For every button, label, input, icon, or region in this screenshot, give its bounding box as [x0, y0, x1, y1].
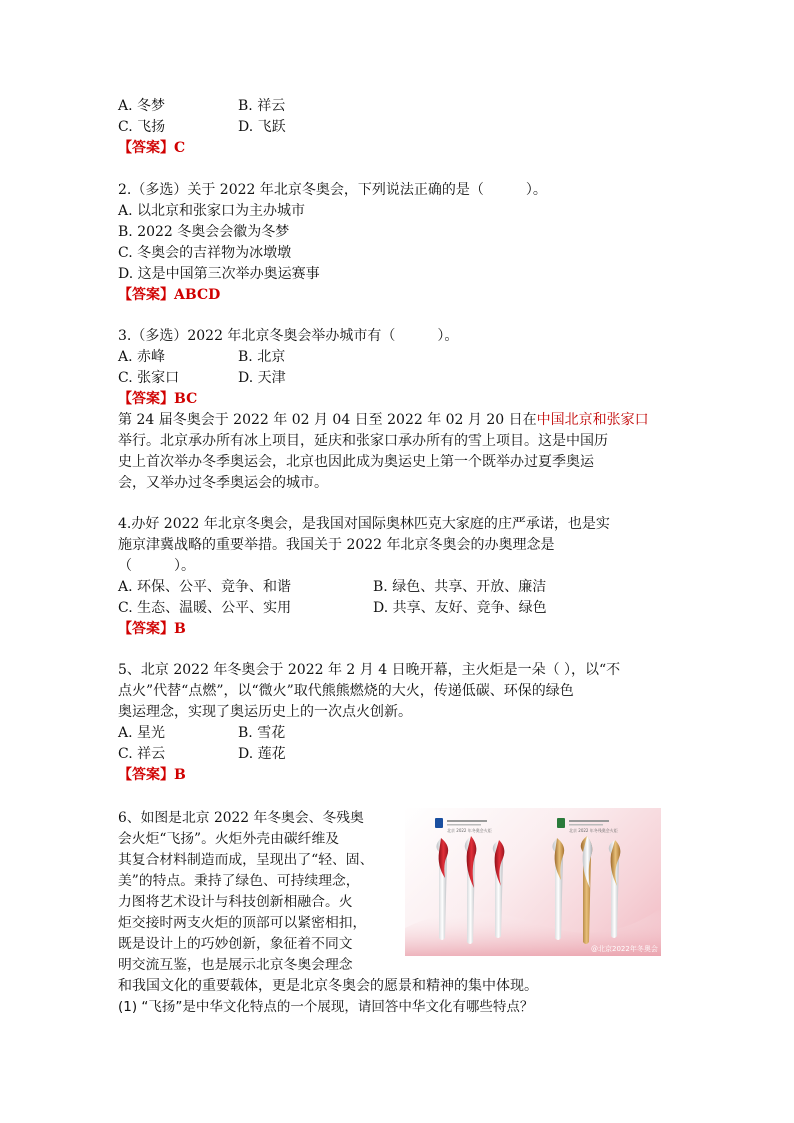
q3-stem: 3.（多选）2022 年北京冬奥会举办城市有（ ）。 — [118, 328, 459, 344]
q5-option-d: D. 莲花 — [238, 746, 286, 762]
q4-option-b: B. 绿色、共享、开放、廉洁 — [373, 579, 547, 595]
q5-option-b: B. 雪花 — [238, 725, 286, 741]
q6-line-6: 炬交接时两支火炬的顶部可以紧密相扣， — [118, 915, 367, 931]
q6-line-9: 和我国文化的重要载体，更是北京冬奥会的愿景和精神的集中体现。 — [118, 978, 538, 994]
q5-answer — [118, 765, 186, 785]
olympic-emblem-icon — [435, 818, 487, 828]
paralympic-torch-1 — [552, 838, 564, 940]
figure-caption-left: 北京 2022 年冬奥会火炬 — [447, 828, 492, 833]
q1-option-b: B. 祥云 — [238, 98, 286, 114]
q4-stem-line-3: （ ）。 — [118, 558, 195, 574]
q5-stem-line-3: 奥运理念，实现了奥运历史上的一次点火创新。 — [118, 704, 412, 720]
q2-answer — [118, 285, 220, 305]
answer-label: 【答案】 — [118, 287, 174, 303]
q3-option-c: C. 张家口 — [118, 370, 180, 386]
answer-label: 【答案】 — [118, 140, 174, 156]
q3-explanation-line-2: 举行。北京承办所有冰上项目，延庆和张家口承办所有的雪上项目。这是中国历 — [118, 433, 608, 449]
torch-illustration — [405, 808, 661, 956]
q3-explanation-line-3: 史上首次举办冬季奥运会，北京也因此成为奥运史上第一个既举办过夏季奥运 — [118, 454, 594, 470]
q1-option-c: C. 飞扬 — [118, 119, 166, 135]
torch-figure — [405, 808, 661, 956]
q5-option-a: A. 星光 — [118, 725, 166, 741]
q2-stem: 2.（多选）关于 2022 年北京冬奥会，下列说法正确的是（ ）。 — [118, 182, 547, 198]
q6-line-1: 6、如图是北京 2022 年冬奥会、冬残奥 — [118, 810, 364, 826]
q4-answer — [118, 619, 186, 639]
answer-label: 【答案】 — [118, 767, 174, 783]
answer-value: C — [174, 140, 186, 156]
answer-value: BC — [174, 391, 198, 407]
q1-option-d: D. 飞跃 — [238, 119, 286, 135]
q1-option-a: A. 冬梦 — [118, 98, 166, 114]
q3-option-row-1 — [118, 347, 286, 367]
q3-explanation-line-1 — [118, 410, 649, 430]
q4-option-row-2 — [118, 598, 547, 618]
q1-answer — [118, 138, 185, 158]
q6-line-8: 明交流互鉴，也是展示北京冬奥会理念 — [118, 957, 353, 973]
q3-option-a: A. 赤峰 — [118, 349, 166, 365]
q5-stem-line-2: 点火”代替“点燃”，以“微火”取代熊熊燃烧的大火，传递低碳、环保的绿色 — [118, 683, 574, 699]
q5-stem-line-1: 5、北京 2022 年冬奥会于 2022 年 2 月 4 日晚开幕，主火炬是一朵（ ），以“不 — [118, 662, 621, 678]
explanation-highlight: 中国北京和张家口 — [536, 412, 649, 428]
answer-value: B — [174, 621, 186, 637]
q2-option-d: D. 这是中国第三次举办奥运赛事 — [118, 266, 320, 282]
q6-line-5: 力图将艺术设计与科技创新相融合。火 — [118, 894, 353, 910]
q3-explanation-line-4: 会，又举办过冬季奥运会的城市。 — [118, 475, 328, 491]
q4-stem-line-2: 施京津冀战略的重要举措。我国关于 2022 年北京冬奥会的办奥理念是 — [118, 537, 555, 553]
answer-label: 【答案】 — [118, 391, 174, 407]
figure-watermark: @北京2022年冬奥会 — [591, 945, 658, 953]
answer-label: 【答案】 — [118, 621, 174, 637]
q6-line-3: 其复合材料制造而成，呈现出了“轻、固、 — [118, 852, 374, 868]
paralympic-torch-3 — [609, 840, 621, 938]
explanation-text: 第 24 届冬奥会于 2022 年 02 月 04 日至 2022 年 02 月 20 日在 — [118, 412, 537, 428]
q5-option-row-1 — [118, 723, 286, 743]
q6-line-2: 会火炬“飞扬”。火炬外壳由碳纤维及 — [118, 831, 340, 847]
q4-option-a: A. 环保、公平、竞争、和谐 — [118, 579, 292, 595]
q3-option-b: B. 北京 — [238, 349, 286, 365]
q1-option-row-2 — [118, 117, 286, 137]
figure-caption-right: 北京 2022 年冬残奥会火炬 — [569, 828, 618, 833]
q4-stem-line-1: 4.办好 2022 年北京冬奥会，是我国对国际奥林匹克大家庭的庄严承诺，也是实 — [118, 516, 610, 532]
answer-value: B — [174, 767, 186, 783]
q3-answer — [118, 389, 197, 409]
q3-option-d: D. 天津 — [238, 370, 286, 386]
q4-option-row-1 — [118, 577, 547, 597]
q4-option-d: D. 共享、友好、竞争、绿色 — [373, 600, 547, 616]
q5-option-row-2 — [118, 744, 286, 764]
q5-option-c: C. 祥云 — [118, 746, 166, 762]
paralympic-torch-2 — [581, 836, 593, 944]
q1-option-row-1 — [118, 96, 286, 116]
answer-value: ABCD — [174, 287, 221, 303]
q6-subquestion-1: (1) “飞扬”是中华文化特点的一个展现，请回答中华文化有哪些特点？ — [118, 999, 534, 1015]
paralympic-emblem-icon — [557, 818, 609, 828]
q6-line-4: 美”的特点。秉持了绿色、可持续理念， — [118, 873, 360, 889]
q3-option-row-2 — [118, 368, 286, 388]
q2-option-b: B. 2022 冬奥会会徽为冬梦 — [118, 224, 290, 240]
q2-option-a: A. 以北京和张家口为主办城市 — [118, 203, 306, 219]
q6-line-7: 既是设计上的巧妙创新，象征着不同文 — [118, 936, 353, 952]
q2-option-c: C. 冬奥会的吉祥物为冰墩墩 — [118, 245, 292, 261]
q4-option-c: C. 生态、温暖、公平、实用 — [118, 600, 292, 616]
